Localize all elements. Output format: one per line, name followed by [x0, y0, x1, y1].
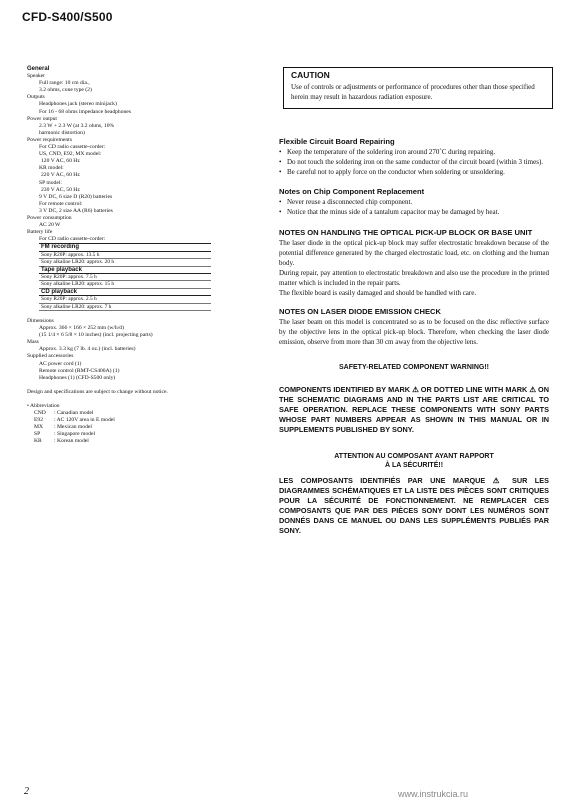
pickup-para-1: The laser diode in the optical pick-up block may suffer electrostatic breakdown because of the potential difference generated by the charged electrostatic load, etc. on clothing and the human body.	[279, 239, 549, 267]
abbreviation-item	[34, 424, 255, 431]
spec-line: Approx. 366 × 166 × 252 mm (w/h/d)	[39, 325, 124, 332]
battery-table-row: Sony alkaline LR20: approx. 20 h	[39, 259, 211, 266]
abbreviation-meaning: : Mexican model	[54, 424, 92, 431]
attention-title-2: À LA SÉCURITÉ!!	[384, 462, 444, 469]
section-heading: General	[27, 66, 50, 72]
spec-line: US, CND, E92, MX model:	[39, 151, 102, 158]
spec-line: Headphones jack (stereo minijack)	[39, 101, 117, 108]
spec-line: Headphones (1) (CFD-S500 only)	[39, 374, 116, 381]
bullet-icon: •	[279, 198, 282, 206]
chip-replacement-title: Notes on Chip Component Replacement	[279, 187, 425, 196]
spec-line: (15 1/4 × 6 5/8 × 10 inches) (incl. projecting parts)	[39, 332, 153, 339]
spec-line: Supplied accessories	[27, 353, 74, 360]
bullet-text: Notice that the minus side of a tantalum capacitor may be damaged by heat.	[287, 208, 500, 216]
battery-table-row: Sony R20P: approx. 13.5 h	[39, 251, 211, 258]
spec-line: Power requirements	[27, 136, 72, 143]
spec-line: Remote control (RMT-CS400A) (1)	[39, 367, 120, 374]
abbreviation-code: E92	[34, 417, 44, 424]
spec-line: Approx. 3.3 kg (7 lb. 4 oz.) (incl. batteries)	[39, 346, 136, 353]
bullet-icon: •	[279, 168, 282, 176]
spec-line: KR model:	[39, 165, 64, 172]
battery-table-heading: Tape playback	[39, 266, 211, 273]
spec-line: Speaker	[27, 73, 46, 80]
bullet-text: Never reuse a disconnected chip component.	[287, 198, 413, 206]
chip-replacement-list	[279, 197, 549, 217]
bullet-icon: •	[279, 148, 282, 156]
battery-life-table	[39, 243, 211, 311]
spec-line: Power output	[27, 115, 57, 122]
spec-line: Outputs	[27, 94, 45, 101]
bullet-icon: •	[279, 158, 282, 166]
abbreviation-code: CND	[34, 410, 46, 417]
spec-line: For CD radio cassette-corder:	[39, 144, 106, 151]
pickup-para-3: The flexible board is easily damaged and should be handled with care.	[279, 289, 477, 297]
bullet-text: Be careful not to apply force on the conductor when soldering or unsoldering.	[287, 168, 505, 176]
spec-line: SP model:	[39, 179, 62, 186]
safety-warning-title: SAFETY-RELATED COMPONENT WARNING!!	[339, 364, 489, 371]
spec-line: Power consumption	[27, 214, 72, 221]
spec-line: Full range: 10 cm dia.,	[39, 80, 90, 87]
abbreviation-code: SP	[34, 431, 41, 438]
bullet-icon: •	[279, 208, 282, 216]
abbreviation-item	[34, 417, 255, 424]
spec-line: For CD radio cassette-corder:	[39, 236, 106, 243]
watermark: www.instrukcia.ru	[398, 789, 469, 799]
spec-line: harmonic distortion)	[39, 129, 85, 136]
bullet-text: Keep the temperature of the soldering iron around 270˚C during repairing.	[287, 148, 496, 156]
bullet-item	[279, 167, 549, 177]
battery-table-heading: CD playback	[39, 288, 211, 295]
abbreviation-code: KR	[34, 438, 42, 445]
service-notes-column	[279, 67, 549, 536]
flex-repair-title: Flexible Circuit Board Repairing	[279, 137, 395, 146]
caution-box	[283, 67, 553, 109]
spec-list-2	[27, 318, 255, 382]
abbreviation-code: MX	[34, 424, 44, 431]
battery-table-row: Sony R20P: approx. 7.5 h	[39, 273, 211, 280]
battery-table-heading: FM recording	[39, 244, 211, 251]
pickup-handling-title: NOTES ON HANDLING THE OPTICAL PICK-UP BLOCK OR BASE UNIT	[279, 228, 533, 237]
spec-line: AC 20 W	[39, 222, 61, 229]
specifications-column	[27, 66, 255, 446]
spec-line: For 16 - 68 ohms impedance headphones	[39, 108, 131, 115]
spec-line: For remote control:	[39, 200, 83, 207]
spec-line: 220 V AC, 60 Hz	[41, 172, 80, 179]
bullet-item	[279, 157, 549, 167]
spec-line: AC power cord (1)	[39, 360, 82, 367]
spec-line: Mass	[27, 339, 39, 346]
bullet-text: Do not touch the soldering iron on the same conductor of the circuit board (within 3 times).	[287, 158, 544, 166]
bullet-item	[279, 147, 549, 157]
attention-title-1: ATTENTION AU COMPOSANT AYANT RAPPORT	[334, 453, 494, 460]
caution-title: CAUTION	[291, 70, 330, 80]
bullet-item	[279, 197, 549, 207]
spec-line: 3.2 ohms, cone type (2)	[39, 87, 92, 94]
battery-table-row: Sony R20P: approx. 2.5 h	[39, 296, 211, 303]
spec-line: 230 V AC, 50 Hz	[41, 186, 80, 193]
spec-list	[27, 66, 255, 243]
laser-check-title: NOTES ON LASER DIODE EMISSION CHECK	[279, 307, 442, 316]
abbreviation-title: • Abbreviation	[27, 402, 60, 409]
abbreviation-list	[27, 410, 255, 445]
spec-line: 3 V DC, 2 size AA (R6) batteries	[39, 207, 113, 214]
spec-line: 2.3 W + 2.3 W (at 3.2 ohms, 10%	[39, 122, 115, 129]
spec-line: Battery life	[27, 229, 53, 236]
flex-repair-list	[279, 147, 549, 177]
battery-table-row: Sony alkaline LR20: approx. 7 h	[39, 303, 211, 310]
abbreviation-meaning: : Korean model	[54, 438, 89, 445]
safety-warning-body: COMPONENTS IDENTIFIED BY MARK ⚠ OR DOTTED LINE WITH MARK ⚠ ON THE SCHEMATIC DIAGRAMS AND IN THE PARTS LIST ARE CRITICAL TO SAFE OPERATION. REPLACE THESE COMPONENTS WITH SONY PARTS WHOSE PART NUMBERS APPEAR AS SHOWN IN THIS MANUAL OR IN SUPPLEMENTS PUBLISHED BY SONY.	[279, 385, 549, 434]
model-header: CFD-S400/S500	[22, 10, 113, 24]
spec-line: 120 V AC, 60 Hz	[41, 158, 80, 165]
abbreviation-meaning: : Canadian model	[54, 410, 94, 417]
abbreviation-item	[34, 431, 255, 438]
spec-line: 9 V DC, 6 size D (R20) batteries	[39, 193, 113, 200]
abbreviation-item	[34, 410, 255, 417]
abbreviation-meaning: : AC 120V area in E model	[54, 417, 115, 424]
caution-body: Use of controls or adjustments or performance of procedures other than those specified herein may result in hazardous radiation exposure.	[291, 83, 535, 101]
spec-line: Dimensions	[27, 318, 54, 324]
abbreviation-item	[34, 438, 255, 445]
pickup-para-2: During repair, pay attention to electrostatic breakdown and also use the procedure in the printed matter which is included in the repair parts.	[279, 269, 549, 287]
laser-check-body: The laser beam on this model is concentrated so as to be focused on the disc reflective surface by the objective lens in the optical pick-up block. Therefore, when checking the laser diode emission, observe from more than 30 cm away from the objective lens.	[279, 318, 549, 346]
battery-table-row: Sony alkaline LR20: approx. 15 h	[39, 281, 211, 288]
page-number: 2	[24, 786, 29, 797]
abbreviation-meaning: : Singapore model	[54, 431, 96, 438]
bullet-item	[279, 207, 549, 217]
design-note: Design and specifications are subject to change without notice.	[27, 388, 168, 395]
attention-body: LES COMPOSANTS IDENTIFIÉS PAR UNE MARQUE ⚠ SUR LES DIAGRAMMES SCHÉMATIQUES ET LA LISTE DES PIÈCES SONT CRITIQUES POUR LA SÉCURITÉ DE FONCTIONNEMENT. NE REMPLACER CES COMPOSANTS QUE PAR DES PIÈCES SONY DONT LES NUMÉROS SONT DONNÉS DANS CE MANUEL OU DANS LES SUPPLÉMENTS PUBLIÉS PAR SONY.	[279, 476, 549, 535]
